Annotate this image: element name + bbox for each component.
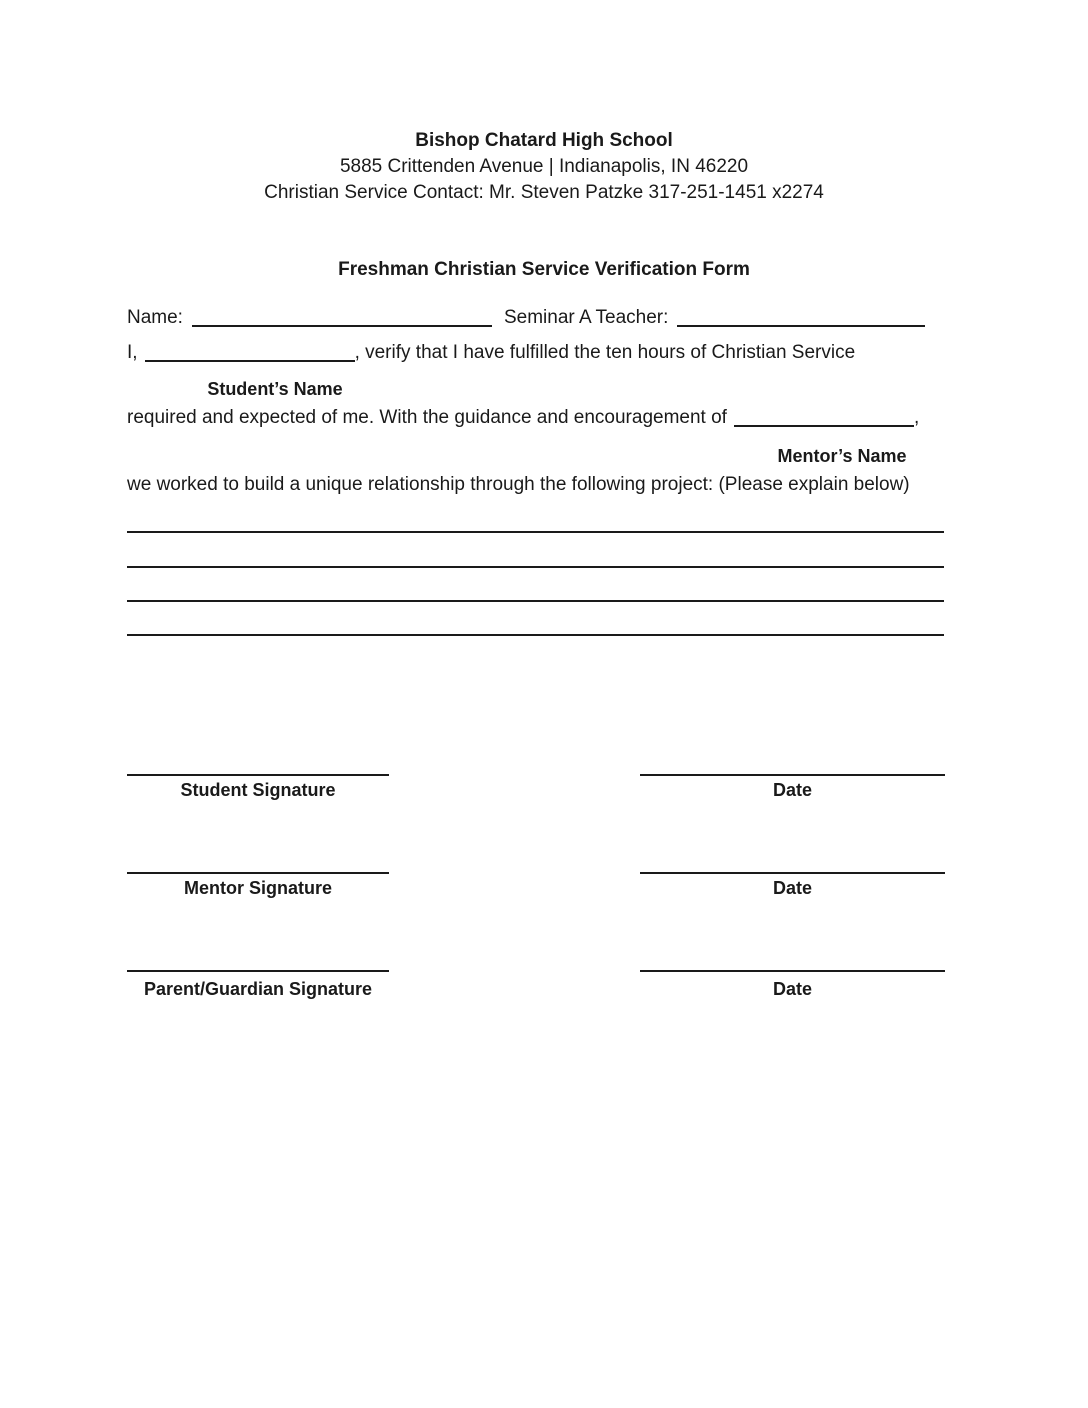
student-signature-label: Student Signature: [180, 780, 336, 800]
required-row: [127, 406, 919, 431]
mentors-name-caption: Mentor’s Name: [777, 446, 907, 466]
parent-guardian-date-label: Date: [772, 979, 812, 999]
students-name-caption: Student’s Name: [207, 379, 343, 399]
parent-guardian-signature-label: Parent/Guardian Signature: [143, 979, 373, 999]
project-instruction: we worked to build a unique relationship through the following project: (Please explain below): [127, 474, 910, 495]
student-name-blank: [145, 345, 355, 362]
student-signature-line: [127, 774, 389, 776]
service-contact: Christian Service Contact: Mr. Steven Patzke 317-251-1451 x2274: [264, 182, 824, 203]
name-blank: [192, 310, 492, 327]
statement-row: [127, 341, 855, 366]
statement-prefix: I,: [127, 342, 138, 363]
writing-line: [127, 634, 944, 636]
verify-text: , verify that I have fulfilled the ten hours of Christian Service: [354, 342, 856, 363]
mentor-date-line: [640, 872, 945, 874]
parent-guardian-signature-line: [127, 970, 389, 972]
school-name: Bishop Chatard High School: [415, 130, 673, 151]
seminar-teacher-blank: [677, 310, 925, 327]
trailing-comma: ,: [913, 407, 920, 428]
name-row: [127, 306, 925, 331]
required-text: required and expected of me. With the guidance and encouragement of: [127, 407, 727, 428]
mentor-signature-line: [127, 872, 389, 874]
writing-line: [127, 566, 944, 568]
writing-line: [127, 600, 944, 602]
parent-guardian-date-line: [640, 970, 945, 972]
name-label: Name:: [127, 307, 183, 328]
mentor-date-label: Date: [772, 878, 812, 898]
school-address: 5885 Crittenden Avenue | Indianapolis, IN 46220: [339, 156, 749, 177]
mentor-name-blank: [734, 410, 914, 427]
student-date-label: Date: [772, 780, 812, 800]
student-date-line: [640, 774, 945, 776]
form-title: Freshman Christian Service Verification Form: [338, 259, 750, 280]
mentor-signature-label: Mentor Signature: [183, 878, 332, 898]
writing-line: [127, 531, 944, 533]
seminar-teacher-label: Seminar A Teacher:: [503, 307, 669, 328]
